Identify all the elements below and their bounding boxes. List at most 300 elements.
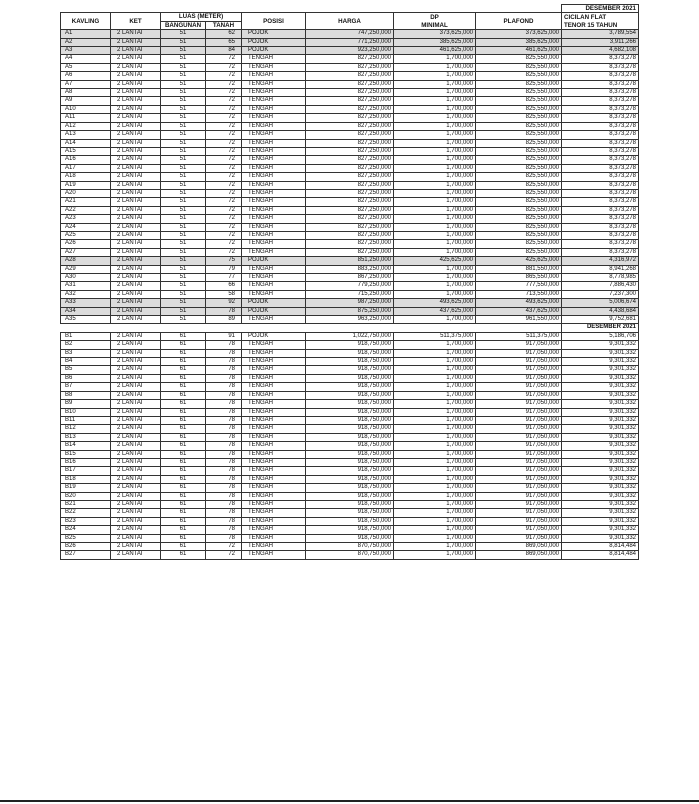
harga-cell: 827,250,000 [306, 131, 394, 139]
bangunan-cell: 61 [161, 383, 206, 391]
kavling-cell: A29 [61, 265, 111, 273]
bangunan-cell: 51 [161, 55, 206, 63]
table-row [61, 265, 639, 273]
cicilan-cell: 9,301,332 [562, 509, 639, 517]
posisi-cell: TENGAH [242, 139, 306, 147]
table-row [61, 80, 639, 88]
tanah-cell: 72 [206, 139, 242, 147]
dp-cell: 461,625,000 [394, 47, 476, 55]
ket-cell: 2 LANTAI [111, 425, 161, 433]
posisi-cell: TENGAH [242, 391, 306, 399]
bangunan-cell: 61 [161, 341, 206, 349]
table-row [61, 400, 639, 408]
tanah-cell: 92 [206, 299, 242, 307]
table-row [61, 500, 639, 508]
bangunan-cell: 51 [161, 265, 206, 273]
cicilan-cell: 9,301,332 [562, 450, 639, 458]
cicilan-cell: 8,814,484 [562, 551, 639, 559]
plafond-cell: 425,625,000 [476, 257, 562, 265]
posisi-cell: TENGAH [242, 97, 306, 105]
dp-cell: 1,700,000 [394, 458, 476, 466]
plafond-cell: 917,050,000 [476, 416, 562, 424]
ket-cell: 2 LANTAI [111, 105, 161, 113]
plafond-cell: 917,050,000 [476, 442, 562, 450]
dp-cell: 1,700,000 [394, 366, 476, 374]
kavling-cell: A35 [61, 316, 111, 324]
posisi-cell: TENGAH [242, 517, 306, 525]
harga-cell: 987,250,000 [306, 299, 394, 307]
posisi-cell: TENGAH [242, 265, 306, 273]
kavling-cell: B27 [61, 551, 111, 559]
tanah-cell: 78 [206, 492, 242, 500]
table-row [61, 408, 639, 416]
dp-cell: 1,700,000 [394, 72, 476, 80]
table-row [61, 47, 639, 55]
ket-cell: 2 LANTAI [111, 181, 161, 189]
dp-cell: 1,700,000 [394, 173, 476, 181]
plafond-cell: 865,550,000 [476, 274, 562, 282]
tanah-cell: 91 [206, 332, 242, 340]
ket-cell: 2 LANTAI [111, 316, 161, 324]
price-table [60, 4, 639, 560]
cicilan-cell: 9,301,332 [562, 500, 639, 508]
dp-cell: 1,700,000 [394, 349, 476, 357]
dp-cell: 1,700,000 [394, 248, 476, 256]
posisi-cell: TENGAH [242, 383, 306, 391]
harga-cell: 827,250,000 [306, 231, 394, 239]
cicilan-cell: 8,373,278 [562, 240, 639, 248]
ket-cell: 2 LANTAI [111, 442, 161, 450]
posisi-cell: TENGAH [242, 492, 306, 500]
cicilan-cell: 8,373,278 [562, 206, 639, 214]
dp-cell: 1,700,000 [394, 231, 476, 239]
posisi-cell: TENGAH [242, 534, 306, 542]
tanah-cell: 72 [206, 189, 242, 197]
ket-cell: 2 LANTAI [111, 433, 161, 441]
plafond-cell: 917,050,000 [476, 484, 562, 492]
ket-cell: 2 LANTAI [111, 198, 161, 206]
ket-cell: 2 LANTAI [111, 122, 161, 130]
dp-cell: 1,700,000 [394, 156, 476, 164]
cicilan-cell: 8,373,278 [562, 156, 639, 164]
ket-cell: 2 LANTAI [111, 500, 161, 508]
tanah-cell: 77 [206, 274, 242, 282]
bangunan-cell: 51 [161, 307, 206, 315]
dp-cell: 1,700,000 [394, 223, 476, 231]
harga-cell: 747,250,000 [306, 30, 394, 38]
kavling-cell: A5 [61, 63, 111, 71]
harga-cell: 918,750,000 [306, 400, 394, 408]
posisi-cell: TENGAH [242, 425, 306, 433]
plafond-cell: 825,550,000 [476, 97, 562, 105]
dp-cell: 1,700,000 [394, 240, 476, 248]
harga-cell: 870,750,000 [306, 543, 394, 551]
bangunan-cell: 51 [161, 223, 206, 231]
bangunan-cell: 51 [161, 189, 206, 197]
cicilan-cell: 8,373,278 [562, 89, 639, 97]
ket-cell: 2 LANTAI [111, 408, 161, 416]
table-row [61, 231, 639, 239]
tanah-cell: 72 [206, 173, 242, 181]
harga-cell: 918,750,000 [306, 450, 394, 458]
bangunan-cell: 61 [161, 425, 206, 433]
col-minimal-header: MINIMAL [394, 21, 476, 29]
bangunan-cell: 51 [161, 274, 206, 282]
dp-cell: 1,700,000 [394, 416, 476, 424]
posisi-cell: TENGAH [242, 416, 306, 424]
dp-cell: 1,700,000 [394, 534, 476, 542]
posisi-cell: TENGAH [242, 484, 306, 492]
table-row [61, 257, 639, 265]
col-posisi-header: POSISI [242, 13, 306, 30]
kavling-cell: B12 [61, 425, 111, 433]
table-row [61, 72, 639, 80]
kavling-cell: B1 [61, 332, 111, 340]
kavling-cell: B4 [61, 358, 111, 366]
dp-cell: 1,700,000 [394, 517, 476, 525]
ket-cell: 2 LANTAI [111, 156, 161, 164]
table-row [61, 105, 639, 113]
posisi-cell: TENGAH [242, 290, 306, 298]
kavling-cell: B13 [61, 433, 111, 441]
col-kavling-header: KAVLING [61, 13, 111, 30]
plafond-cell: 917,050,000 [476, 509, 562, 517]
bangunan-cell: 61 [161, 416, 206, 424]
cicilan-cell: 8,373,278 [562, 97, 639, 105]
posisi-cell: TENGAH [242, 72, 306, 80]
bangunan-cell: 51 [161, 282, 206, 290]
harga-cell: 918,750,000 [306, 442, 394, 450]
dp-cell: 1,700,000 [394, 526, 476, 534]
ket-cell: 2 LANTAI [111, 189, 161, 197]
tanah-cell: 78 [206, 400, 242, 408]
ket-cell: 2 LANTAI [111, 450, 161, 458]
cicilan-cell: 9,301,332 [562, 467, 639, 475]
col-tanah-header: TANAH [206, 21, 242, 29]
plafond-cell: 825,550,000 [476, 240, 562, 248]
ket-cell: 2 LANTAI [111, 551, 161, 559]
dp-cell: 385,625,000 [394, 38, 476, 46]
tanah-cell: 72 [206, 181, 242, 189]
posisi-cell: TENGAH [242, 147, 306, 155]
col-tenor-header: TENOR 15 TAHUN [562, 21, 639, 29]
bangunan-cell: 51 [161, 38, 206, 46]
dp-cell: 1,700,000 [394, 105, 476, 113]
harga-cell: 827,250,000 [306, 189, 394, 197]
tanah-cell: 72 [206, 147, 242, 155]
table-row [61, 147, 639, 155]
posisi-cell: TENGAH [242, 458, 306, 466]
ket-cell: 2 LANTAI [111, 30, 161, 38]
ket-cell: 2 LANTAI [111, 332, 161, 340]
ket-cell: 2 LANTAI [111, 72, 161, 80]
harga-cell: 918,750,000 [306, 433, 394, 441]
posisi-cell: POJOK [242, 47, 306, 55]
posisi-cell: TENGAH [242, 450, 306, 458]
plafond-cell: 917,050,000 [476, 400, 562, 408]
cicilan-cell: 9,301,332 [562, 400, 639, 408]
plafond-cell: 869,050,000 [476, 543, 562, 551]
plafond-cell: 917,050,000 [476, 475, 562, 483]
cicilan-cell: 9,301,332 [562, 416, 639, 424]
cicilan-cell: 8,373,278 [562, 72, 639, 80]
kavling-cell: B19 [61, 484, 111, 492]
plafond-cell: 917,050,000 [476, 433, 562, 441]
kavling-cell: B17 [61, 467, 111, 475]
bangunan-cell: 51 [161, 97, 206, 105]
plafond-cell: 385,625,000 [476, 38, 562, 46]
harga-cell: 827,250,000 [306, 181, 394, 189]
tanah-cell: 72 [206, 164, 242, 172]
ket-cell: 2 LANTAI [111, 47, 161, 55]
kavling-cell: A24 [61, 223, 111, 231]
ket-cell: 2 LANTAI [111, 97, 161, 105]
table-row [61, 63, 639, 71]
plafond-cell: 825,550,000 [476, 55, 562, 63]
plafond-cell: 825,550,000 [476, 156, 562, 164]
kavling-cell: A16 [61, 156, 111, 164]
bangunan-cell: 51 [161, 206, 206, 214]
cicilan-cell: 9,301,332 [562, 391, 639, 399]
dp-cell: 511,375,000 [394, 332, 476, 340]
plafond-cell: 493,625,000 [476, 299, 562, 307]
table-row [61, 274, 639, 282]
bangunan-cell: 51 [161, 131, 206, 139]
harga-cell: 715,250,000 [306, 290, 394, 298]
bangunan-cell: 61 [161, 517, 206, 525]
plafond-cell: 917,050,000 [476, 492, 562, 500]
cicilan-cell: 8,373,278 [562, 189, 639, 197]
dp-cell: 1,700,000 [394, 374, 476, 382]
bangunan-cell: 51 [161, 240, 206, 248]
cicilan-cell: 8,373,278 [562, 173, 639, 181]
plafond-cell: 825,550,000 [476, 181, 562, 189]
harga-cell: 918,750,000 [306, 383, 394, 391]
cicilan-cell: 8,373,278 [562, 147, 639, 155]
kavling-cell: A12 [61, 122, 111, 130]
dp-cell: 1,700,000 [394, 433, 476, 441]
tanah-cell: 66 [206, 282, 242, 290]
cicilan-cell: 9,301,332 [562, 358, 639, 366]
cicilan-cell: 8,373,278 [562, 131, 639, 139]
posisi-cell: TENGAH [242, 366, 306, 374]
table-row [61, 223, 639, 231]
table-row [61, 290, 639, 298]
plafond-cell: 373,625,000 [476, 30, 562, 38]
plafond-cell: 917,050,000 [476, 349, 562, 357]
plafond-cell: 917,050,000 [476, 517, 562, 525]
tanah-cell: 72 [206, 105, 242, 113]
cicilan-cell: 9,301,332 [562, 425, 639, 433]
harga-cell: 827,250,000 [306, 139, 394, 147]
ket-cell: 2 LANTAI [111, 475, 161, 483]
ket-cell: 2 LANTAI [111, 114, 161, 122]
posisi-cell: TENGAH [242, 349, 306, 357]
ket-cell: 2 LANTAI [111, 484, 161, 492]
table-row [61, 526, 639, 534]
table-row [61, 383, 639, 391]
section-b-period-label: DESEMBER 2021 [562, 324, 639, 332]
dp-cell: 1,700,000 [394, 391, 476, 399]
cicilan-cell: 7,886,430 [562, 282, 639, 290]
table-row [61, 38, 639, 46]
bangunan-cell: 51 [161, 63, 206, 71]
harga-cell: 827,250,000 [306, 223, 394, 231]
kavling-cell: B14 [61, 442, 111, 450]
table-row [61, 240, 639, 248]
tanah-cell: 72 [206, 198, 242, 206]
table-row [61, 484, 639, 492]
cicilan-cell: 9,301,332 [562, 492, 639, 500]
harga-cell: 867,250,000 [306, 274, 394, 282]
table-row [61, 492, 639, 500]
ket-cell: 2 LANTAI [111, 89, 161, 97]
harga-cell: 827,250,000 [306, 173, 394, 181]
dp-cell: 1,700,000 [394, 551, 476, 559]
bangunan-cell: 61 [161, 509, 206, 517]
dp-cell: 373,625,000 [394, 30, 476, 38]
plafond-cell: 917,050,000 [476, 467, 562, 475]
cicilan-cell: 9,301,332 [562, 433, 639, 441]
plafond-cell: 713,550,000 [476, 290, 562, 298]
posisi-cell: TENGAH [242, 282, 306, 290]
col-harga-header: HARGA [306, 13, 394, 30]
bangunan-cell: 61 [161, 366, 206, 374]
dp-cell: 1,700,000 [394, 131, 476, 139]
table-row [61, 551, 639, 559]
bangunan-cell: 51 [161, 198, 206, 206]
posisi-cell: TENGAH [242, 89, 306, 97]
kavling-cell: A6 [61, 72, 111, 80]
harga-cell: 771,250,000 [306, 38, 394, 46]
cicilan-cell: 8,373,278 [562, 122, 639, 130]
harga-cell: 870,750,000 [306, 551, 394, 559]
ket-cell: 2 LANTAI [111, 543, 161, 551]
kavling-cell: A8 [61, 89, 111, 97]
bangunan-cell: 61 [161, 467, 206, 475]
ket-cell: 2 LANTAI [111, 383, 161, 391]
kavling-cell: A18 [61, 173, 111, 181]
plafond-cell: 917,050,000 [476, 358, 562, 366]
tanah-cell: 78 [206, 475, 242, 483]
tanah-cell: 72 [206, 551, 242, 559]
posisi-cell: TENGAH [242, 526, 306, 534]
tanah-cell: 78 [206, 383, 242, 391]
cicilan-cell: 8,373,278 [562, 164, 639, 172]
header-row-period [61, 5, 639, 13]
cicilan-cell: 7,237,300 [562, 290, 639, 298]
kavling-cell: B23 [61, 517, 111, 525]
bangunan-cell: 51 [161, 248, 206, 256]
harga-cell: 918,750,000 [306, 492, 394, 500]
ket-cell: 2 LANTAI [111, 307, 161, 315]
table-row [61, 442, 639, 450]
bangunan-cell: 51 [161, 139, 206, 147]
dp-cell: 1,700,000 [394, 97, 476, 105]
posisi-cell: TENGAH [242, 122, 306, 130]
bangunan-cell: 51 [161, 181, 206, 189]
dp-cell: 1,700,000 [394, 500, 476, 508]
kavling-cell: A7 [61, 80, 111, 88]
tanah-cell: 78 [206, 349, 242, 357]
bangunan-cell: 61 [161, 492, 206, 500]
tanah-cell: 78 [206, 517, 242, 525]
posisi-cell: TENGAH [242, 509, 306, 517]
kavling-cell: B26 [61, 543, 111, 551]
posisi-cell: TENGAH [242, 543, 306, 551]
kavling-cell: A22 [61, 206, 111, 214]
dp-cell: 1,700,000 [394, 290, 476, 298]
posisi-cell: TENGAH [242, 467, 306, 475]
cicilan-cell: 8,373,278 [562, 231, 639, 239]
kavling-cell: B22 [61, 509, 111, 517]
ket-cell: 2 LANTAI [111, 509, 161, 517]
cicilan-cell: 9,301,332 [562, 517, 639, 525]
table-row [61, 433, 639, 441]
posisi-cell: TENGAH [242, 156, 306, 164]
harga-cell: 918,750,000 [306, 484, 394, 492]
posisi-cell: TENGAH [242, 189, 306, 197]
bangunan-cell: 51 [161, 257, 206, 265]
harga-cell: 963,250,000 [306, 316, 394, 324]
cicilan-cell: 8,373,278 [562, 181, 639, 189]
tanah-cell: 78 [206, 500, 242, 508]
table-row [61, 55, 639, 63]
tanah-cell: 78 [206, 425, 242, 433]
table-row [61, 316, 639, 324]
posisi-cell: TENGAH [242, 198, 306, 206]
ket-cell: 2 LANTAI [111, 248, 161, 256]
harga-cell: 827,250,000 [306, 147, 394, 155]
tanah-cell: 62 [206, 30, 242, 38]
table-row [61, 139, 639, 147]
kavling-cell: B3 [61, 349, 111, 357]
tanah-cell: 79 [206, 265, 242, 273]
kavling-cell: A31 [61, 282, 111, 290]
harga-cell: 918,750,000 [306, 500, 394, 508]
kavling-cell: B21 [61, 500, 111, 508]
table-row [61, 164, 639, 172]
dp-cell: 1,700,000 [394, 265, 476, 273]
plafond-cell: 825,550,000 [476, 147, 562, 155]
plafond-cell: 825,550,000 [476, 122, 562, 130]
col-cicilan-header: CICILAN FLAT [562, 13, 639, 21]
harga-cell: 827,250,000 [306, 80, 394, 88]
tanah-cell: 78 [206, 467, 242, 475]
table-row [61, 425, 639, 433]
cicilan-cell: 8,373,278 [562, 198, 639, 206]
posisi-cell: TENGAH [242, 55, 306, 63]
tanah-cell: 72 [206, 215, 242, 223]
bangunan-cell: 61 [161, 534, 206, 542]
dp-cell: 1,700,000 [394, 114, 476, 122]
posisi-cell: TENGAH [242, 114, 306, 122]
tanah-cell: 72 [206, 97, 242, 105]
posisi-cell: TENGAH [242, 231, 306, 239]
bangunan-cell: 51 [161, 47, 206, 55]
ket-cell: 2 LANTAI [111, 223, 161, 231]
cicilan-cell: 4,438,684 [562, 307, 639, 315]
bangunan-cell: 61 [161, 374, 206, 382]
tanah-cell: 58 [206, 290, 242, 298]
ket-cell: 2 LANTAI [111, 299, 161, 307]
ket-cell: 2 LANTAI [111, 400, 161, 408]
table-row [61, 114, 639, 122]
posisi-cell: TENGAH [242, 105, 306, 113]
kavling-cell: B24 [61, 526, 111, 534]
plafond-cell: 917,050,000 [476, 500, 562, 508]
plafond-cell: 917,050,000 [476, 383, 562, 391]
